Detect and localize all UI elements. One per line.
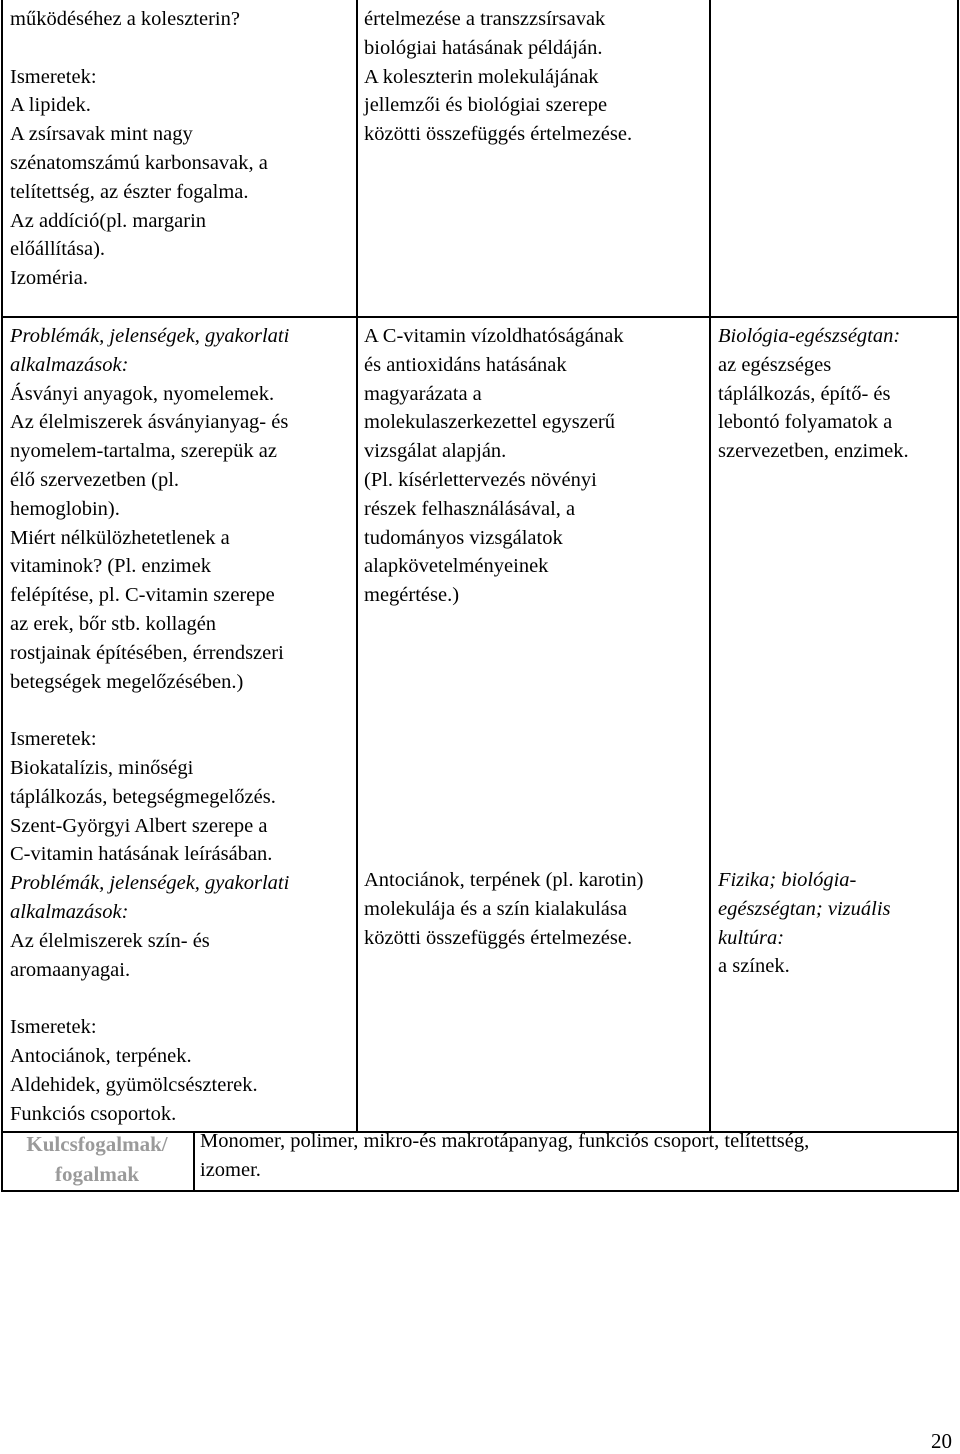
row2-col1-line: rostjainak építésében, érrendszeri (10, 641, 284, 664)
row-divider-1 (1, 316, 959, 318)
row2-col1-line (10, 696, 289, 725)
row2-col3-line: szervezetben, enzimek. (718, 440, 909, 463)
page-number: 20 (931, 1429, 952, 1453)
key-concepts-line: izomer. (200, 1158, 261, 1181)
table-border-left (1, 0, 3, 1192)
row2-col3-line: az egészséges (718, 353, 832, 376)
row2-col2-line: A C-vitamin vízoldhatóságának (364, 325, 624, 347)
row1-col2-line: közötti összefüggés értelmezése. (364, 123, 633, 146)
row2-col1-line: Az élelmiszerek ásványianyag- és (10, 411, 289, 434)
row1-col1-line: Ismeretek: (10, 65, 97, 88)
row1-col2-line: biológiai hatásának példáján. (364, 36, 603, 59)
crosslink-heading: kultúra: (718, 926, 785, 949)
row2-col1-line: élő szervezetben (pl. (10, 468, 180, 491)
crosslink-heading: Fizika; biológia- (718, 869, 857, 891)
table-border-bottom (1, 1190, 959, 1192)
problems-heading: Problémák, jelenségek, gyakorlati (10, 325, 290, 347)
row3-col2-line: Antociánok, terpének (pl. karotin) (364, 869, 644, 891)
row2-col3-line: lebontó folyamatok a (718, 411, 893, 434)
key-concepts-text (200, 1127, 809, 1185)
row3-col1-line: Aldehidek, gyümölcsészterek. (10, 1073, 258, 1096)
row3-col3-line: a színek. (718, 955, 790, 978)
row2-col1-line: vitaminok? (Pl. enzimek (10, 555, 211, 578)
row2-col2-cell (364, 322, 624, 610)
problems-heading: alkalmazások: (10, 353, 129, 376)
row2-col2-line: alapkövetelményeinek (364, 555, 549, 578)
row1-col1-line: telítettség, az észter fogalma. (10, 180, 249, 203)
row2-col1-line: Szent-Györgyi Albert szerepe a (10, 814, 268, 837)
row2-col1-line: Biokatalízis, minőségi (10, 756, 194, 779)
row1-col1-line: Izoméria. (10, 267, 88, 290)
row3-col1-line: aromaanyagai. (10, 958, 131, 981)
row1-col1-line: Az addíció(pl. margarin (10, 209, 207, 232)
row2-col1-line: táplálkozás, betegségmegelőzés. (10, 785, 276, 808)
table-border-right (957, 0, 959, 1192)
row2-col2-line: vizsgálat alapján. (364, 440, 507, 463)
row2-col2-line: molekulaszerkezettel egyszerű (364, 411, 615, 434)
row2-col1-line: az erek, bőr stb. kollagén (10, 612, 217, 635)
row2-col1-line: Ásványi anyagok, nyomelemek. (10, 382, 275, 405)
row2-col1-line: hemoglobin). (10, 497, 120, 520)
row3-col3-cell (718, 866, 891, 981)
key-row-divider (193, 1132, 195, 1192)
key-concepts-label-line: fogalmak (55, 1162, 139, 1186)
row1-col1-line: A zsírsavak mint nagy (10, 123, 193, 146)
row1-col2-cell (364, 5, 632, 149)
row2-col1-line: betegségek megelőzésében.) (10, 670, 244, 693)
crosslink-heading: Biológia-egészségtan: (718, 325, 901, 347)
row3-col2-line: közötti összefüggés értelmezése. (364, 926, 633, 949)
problems-heading: Problémák, jelenségek, gyakorlati (10, 872, 290, 895)
row3-col1-line: Az élelmiszerek szín- és (10, 929, 210, 952)
row2-col3-cell (718, 322, 909, 466)
row2-col2-line: magyarázata a (364, 382, 482, 405)
row2-col2-line: és antioxidáns hatásának (364, 353, 567, 376)
crosslink-heading: egészségtan; vizuális (718, 897, 891, 920)
row3-col1-line: Funkciós csoportok. (10, 1102, 177, 1125)
key-concepts-label (4, 1129, 190, 1189)
row2-col2-line: megértése.) (364, 584, 460, 607)
column-divider-1 (356, 0, 358, 1132)
column-divider-2 (709, 0, 711, 1132)
row1-col2-line: értelmezése a transzzsírsavak (364, 8, 606, 30)
row1-col2-line: A koleszterin molekulájának (364, 65, 599, 88)
row2-col1-cell (10, 322, 289, 1128)
row2-col2-line: részek felhasználásával, a (364, 497, 576, 520)
row2-col1-line: nyomelem-tartalma, szerepük az (10, 440, 277, 463)
row1-col1-line: A lipidek. (10, 94, 91, 117)
row2-col2-line: (Pl. kísérlettervezés növényi (364, 468, 597, 491)
row2-col2-line: tudományos vizsgálatok (364, 526, 563, 549)
row1-col1-line: előállítása). (10, 238, 106, 261)
row3-col1-line: Ismeretek: (10, 1016, 97, 1039)
row2-col1-line: felépítése, pl. C-vitamin szerepe (10, 584, 275, 607)
row2-col3-line: táplálkozás, építő- és (718, 382, 891, 405)
row2-col1-line: C-vitamin hatásának leírásában. (10, 843, 273, 866)
row1-col1-line: szénatomszámú karbonsavak, a (10, 151, 268, 174)
key-concepts-label-line: Kulcsfogalmak/ (26, 1132, 168, 1156)
row1-col1-cell (10, 5, 268, 293)
problems-heading: alkalmazások: (10, 900, 129, 923)
row2-col1-line: Miért nélkülözhetetlenek a (10, 526, 230, 549)
row3-col1-line: Antociánok, terpének. (10, 1044, 192, 1067)
row1-col1-line (10, 34, 268, 63)
row3-col2-line: molekulája és a szín kialakulása (364, 897, 627, 920)
key-concepts-line: Monomer, polimer, mikro-és makrotápanyag, funkciós csoport, telítettség, (200, 1130, 810, 1152)
row2-col1-line: Ismeretek: (10, 728, 97, 751)
row1-col1-line: működéséhez a koleszterin? (10, 8, 240, 30)
row3-col1-line (10, 984, 289, 1013)
row3-col2-cell (364, 866, 644, 952)
row1-col2-line: jellemzői és biológiai szerepe (364, 94, 608, 117)
